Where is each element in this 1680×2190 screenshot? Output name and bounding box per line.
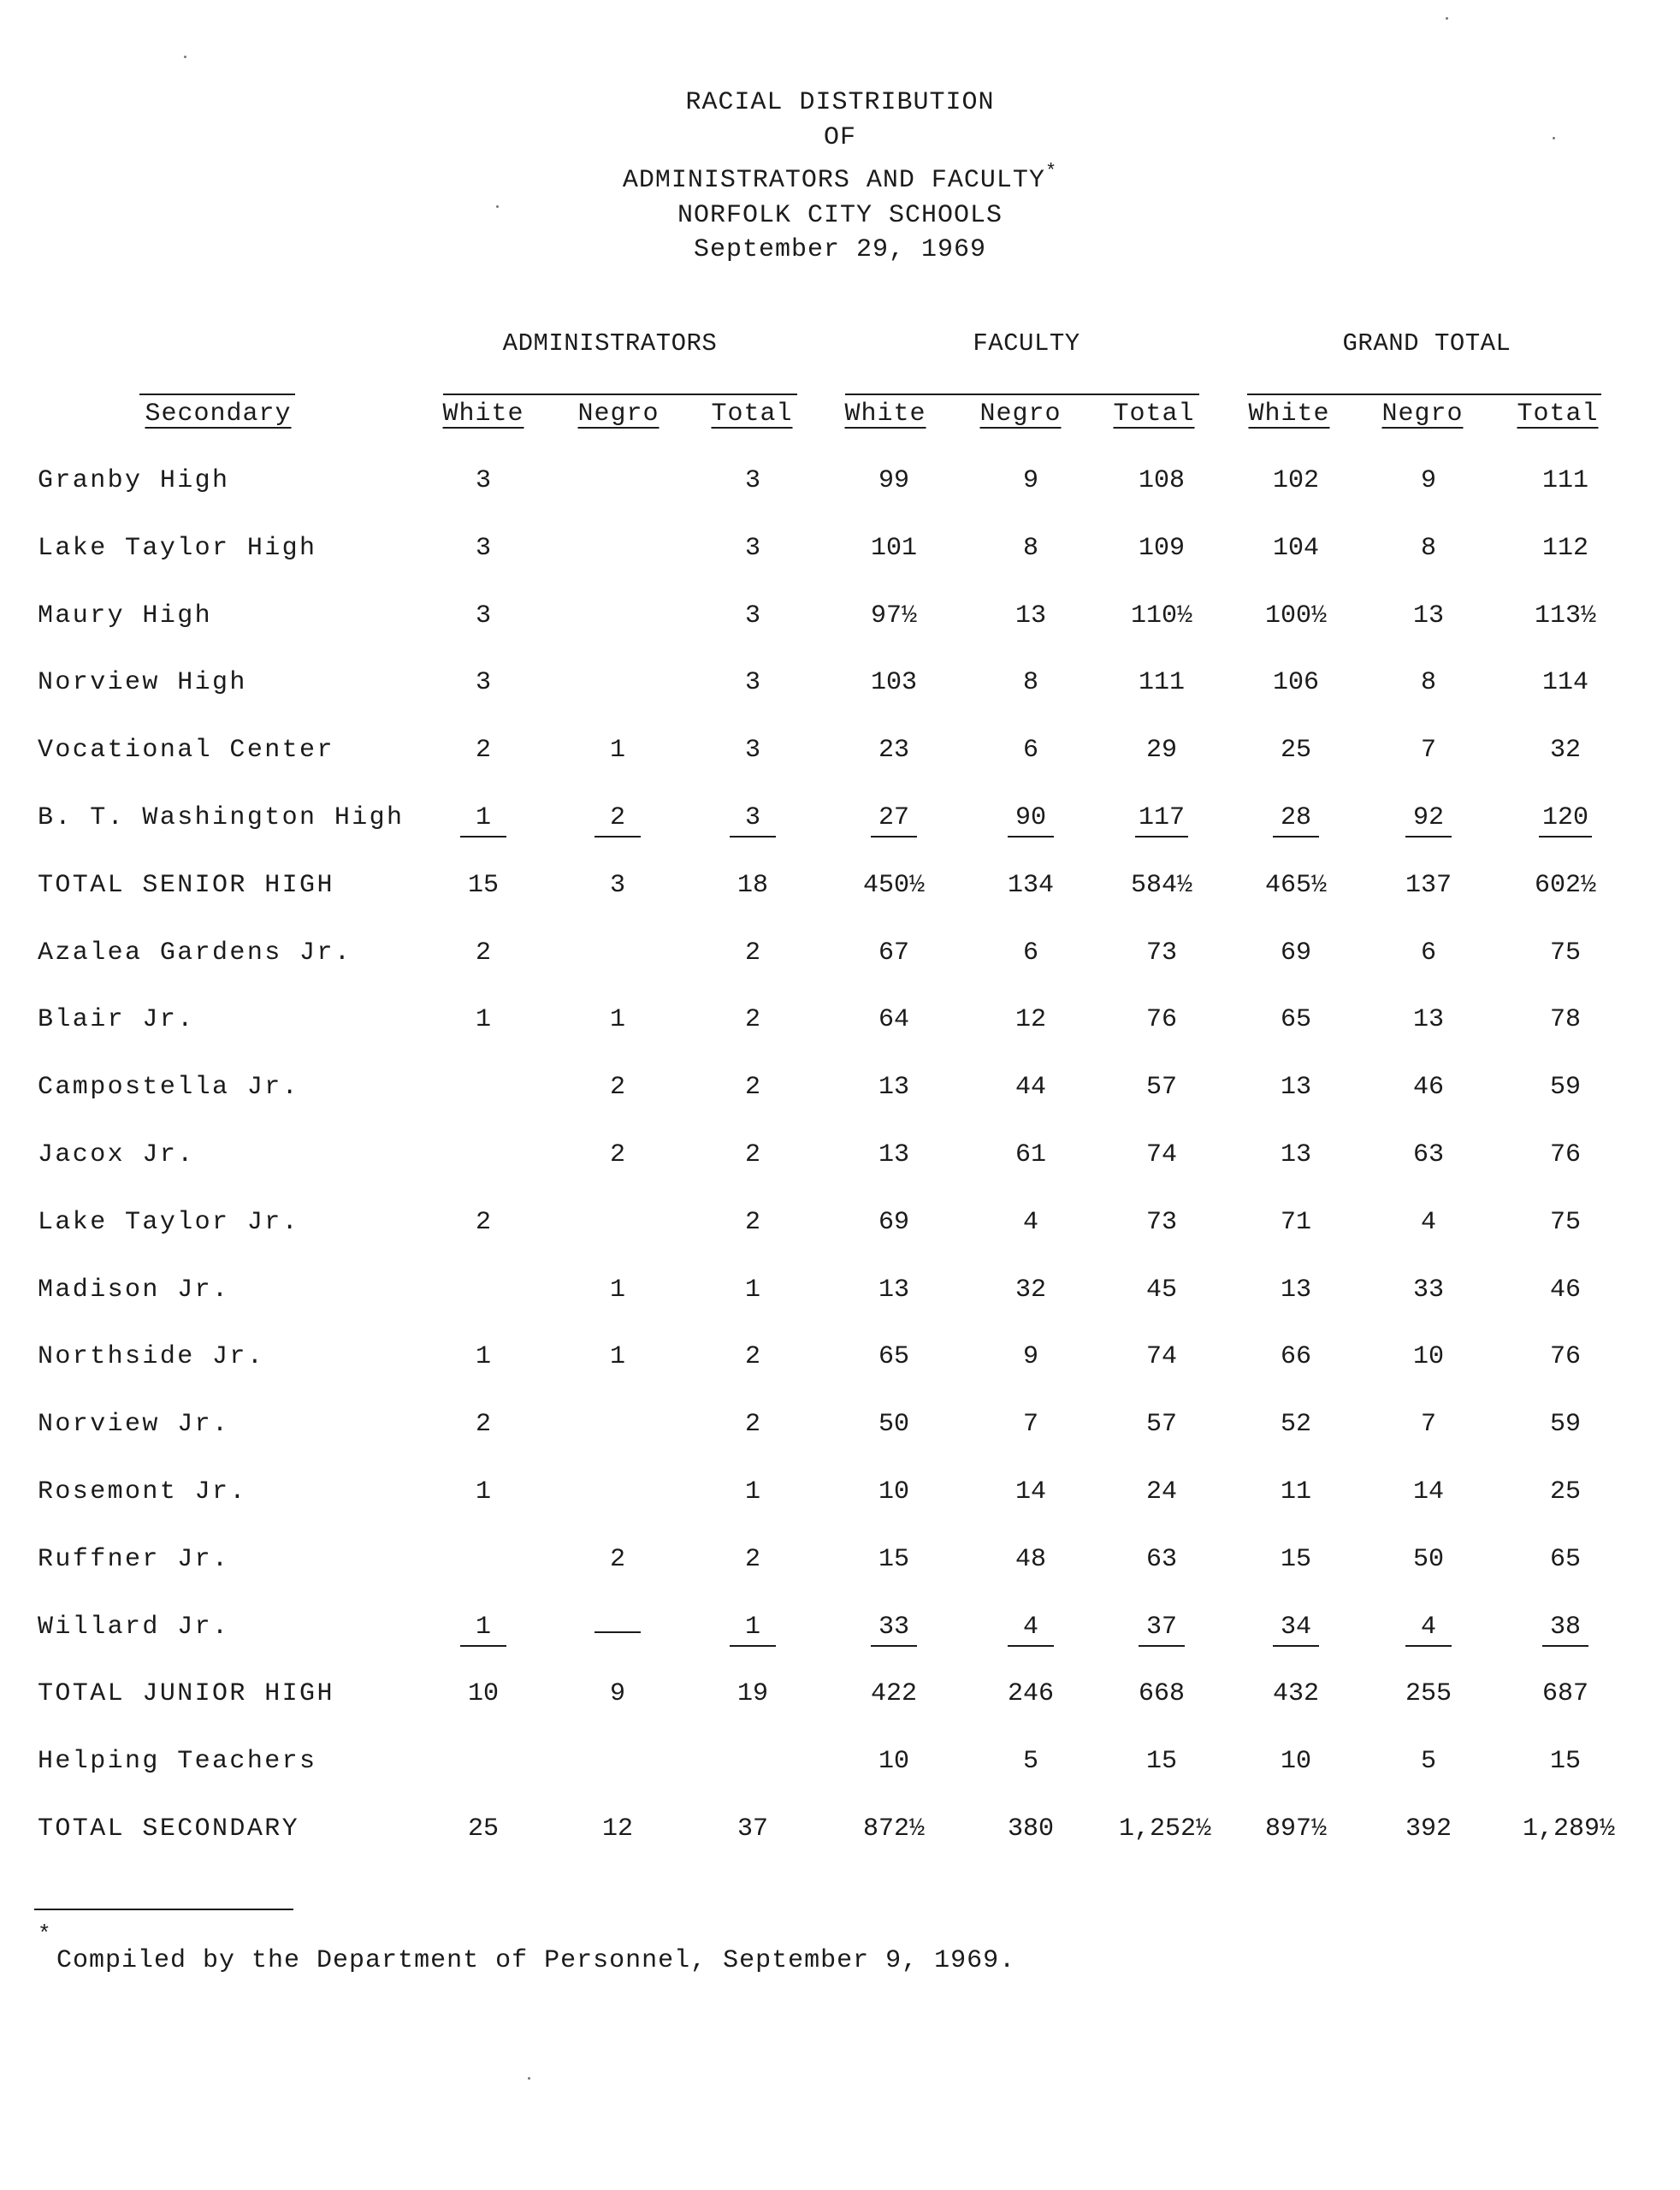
cell-faculty-negro: 12 bbox=[1015, 1005, 1046, 1035]
cell-admin-negro: 12 bbox=[601, 1814, 633, 1844]
row-label: Lake Taylor High bbox=[38, 533, 317, 563]
cell-admin-white: 3 bbox=[475, 601, 491, 630]
column-header-grand-total: Total bbox=[1517, 400, 1599, 429]
cell-faculty-white: 13 bbox=[878, 1073, 909, 1103]
cell-grand-total: 75 bbox=[1549, 938, 1581, 968]
cell-grand-negro: 14 bbox=[1412, 1477, 1444, 1506]
cell-faculty-white: 101 bbox=[870, 533, 917, 563]
cell-faculty-white: 103 bbox=[870, 668, 917, 698]
row-label: Northside Jr. bbox=[38, 1342, 265, 1372]
cell-faculty-total: 15 bbox=[1145, 1747, 1177, 1777]
cell-faculty-white bbox=[851, 803, 937, 838]
cell-faculty-negro: 4 bbox=[1022, 1207, 1038, 1237]
table-row bbox=[0, 736, 1680, 787]
cell-admin-total: 3 bbox=[744, 736, 760, 766]
cell-admin-white: 2 bbox=[475, 1207, 491, 1237]
cell-admin-total: 1 bbox=[744, 1275, 760, 1305]
cell-faculty-negro: 44 bbox=[1015, 1073, 1046, 1103]
cell-admin-total: 2 bbox=[744, 1073, 760, 1103]
cell-value: 120 bbox=[1539, 803, 1592, 838]
cell-grand-negro: 50 bbox=[1412, 1544, 1444, 1574]
cell-admin-total: 2 bbox=[744, 938, 760, 968]
cell-admin-total: 3 bbox=[744, 533, 760, 563]
table-row bbox=[0, 1005, 1680, 1057]
cell-grand-negro: 4 bbox=[1420, 1207, 1436, 1237]
cell-grand-white: 65 bbox=[1280, 1005, 1311, 1035]
row-label: Blair Jr. bbox=[38, 1005, 195, 1035]
cell-value: 1 bbox=[460, 1613, 506, 1647]
table-row bbox=[0, 1276, 1680, 1327]
cell-faculty-total: 73 bbox=[1145, 1207, 1177, 1237]
table-row bbox=[0, 871, 1680, 922]
table-row bbox=[0, 1814, 1680, 1866]
scan-speck bbox=[528, 2077, 530, 2080]
cell-faculty-total: 63 bbox=[1145, 1544, 1177, 1574]
cell-admin-total: 37 bbox=[736, 1814, 768, 1844]
cell-admin-total: 18 bbox=[736, 870, 768, 900]
title-line-5: September 29, 1969 bbox=[693, 235, 987, 264]
cell-value: 4 bbox=[1008, 1613, 1054, 1647]
cell-faculty-total: 668 bbox=[1138, 1679, 1185, 1709]
scan-speck bbox=[1446, 17, 1448, 20]
cell-value: 90 bbox=[1008, 803, 1054, 838]
table-row bbox=[0, 938, 1680, 990]
cell-admin-total: 3 bbox=[744, 601, 760, 630]
cell-admin-total: 2 bbox=[744, 1544, 760, 1574]
cell-grand-total: 59 bbox=[1549, 1410, 1581, 1440]
cell-grand-white: 100½ bbox=[1264, 601, 1327, 630]
row-label: Jacox Jr. bbox=[38, 1140, 195, 1169]
title-line-2: OF bbox=[823, 122, 856, 152]
cell-grand-negro: 8 bbox=[1420, 533, 1436, 563]
cell-faculty-negro: 61 bbox=[1015, 1140, 1046, 1169]
cell-faculty-white: 99 bbox=[878, 466, 909, 495]
cell-grand-total: 687 bbox=[1541, 1679, 1588, 1709]
cell-admin-white: 3 bbox=[475, 466, 491, 495]
row-label: TOTAL SECONDARY bbox=[38, 1814, 300, 1844]
cell-faculty-negro: 48 bbox=[1015, 1544, 1046, 1574]
cell-value: 37 bbox=[1139, 1613, 1185, 1647]
footnote bbox=[38, 1921, 1016, 1978]
cell-admin-white: 1 bbox=[475, 1477, 491, 1506]
cell-value: 117 bbox=[1135, 803, 1188, 838]
cell-faculty-white: 15 bbox=[878, 1544, 909, 1574]
cell-admin-total bbox=[710, 1613, 796, 1647]
table-row bbox=[0, 1545, 1680, 1596]
cell-admin-total: 19 bbox=[736, 1679, 768, 1709]
cell-grand-white: 52 bbox=[1280, 1410, 1311, 1440]
cell-grand-negro: 7 bbox=[1420, 736, 1436, 766]
group-header-grand-total: GRAND TOTAL bbox=[1342, 329, 1511, 358]
group-rule-grand-total bbox=[1247, 394, 1601, 395]
cell-grand-white: 102 bbox=[1272, 466, 1319, 495]
cell-value: 27 bbox=[871, 803, 917, 838]
cell-grand-negro: 13 bbox=[1412, 601, 1444, 630]
cell-faculty-white: 97½ bbox=[870, 601, 917, 630]
cell-admin-negro: 9 bbox=[609, 1679, 625, 1709]
cell-faculty-total: 57 bbox=[1145, 1410, 1177, 1440]
cell-value: 1 bbox=[730, 1613, 776, 1647]
cell-admin-white: 25 bbox=[467, 1814, 499, 1844]
cell-grand-total: 46 bbox=[1549, 1275, 1581, 1305]
cell-grand-white: 13 bbox=[1280, 1275, 1311, 1305]
cell-grand-negro: 33 bbox=[1412, 1275, 1444, 1305]
cell-grand-total: 78 bbox=[1549, 1005, 1581, 1035]
cell-admin-total bbox=[710, 803, 796, 838]
table-row bbox=[0, 534, 1680, 585]
cell-grand-total bbox=[1523, 803, 1608, 838]
column-header-admin-white: White bbox=[442, 400, 524, 429]
cell-faculty-total: 584½ bbox=[1130, 870, 1192, 900]
cell-admin-total: 2 bbox=[744, 1410, 760, 1440]
cell-grand-white: 465½ bbox=[1264, 870, 1327, 900]
cell-faculty-total: 108 bbox=[1138, 466, 1185, 495]
cell-grand-white: 106 bbox=[1272, 668, 1319, 698]
column-header-grand-white: White bbox=[1248, 400, 1330, 429]
cell-grand-total: 602½ bbox=[1534, 870, 1596, 900]
cell-grand-white: 13 bbox=[1280, 1140, 1311, 1169]
cell-faculty-total: 57 bbox=[1145, 1073, 1177, 1103]
cell-grand-negro: 137 bbox=[1405, 870, 1452, 900]
cell-faculty-total: 1,252½ bbox=[1119, 1814, 1212, 1844]
cell-admin-negro bbox=[575, 1613, 660, 1642]
cell-faculty-negro: 32 bbox=[1015, 1275, 1046, 1305]
cell-admin-total: 2 bbox=[744, 1140, 760, 1169]
row-label: Lake Taylor Jr. bbox=[38, 1207, 300, 1237]
column-header-faculty-total: Total bbox=[1113, 400, 1195, 429]
cell-grand-negro: 13 bbox=[1412, 1005, 1444, 1035]
cell-faculty-negro: 380 bbox=[1007, 1814, 1054, 1844]
cell-admin-total: 3 bbox=[744, 668, 760, 698]
row-label: Maury High bbox=[38, 601, 213, 630]
cell-grand-total: 76 bbox=[1549, 1140, 1581, 1169]
cell-grand-white: 69 bbox=[1280, 938, 1311, 968]
cell-admin-negro: 2 bbox=[609, 1544, 625, 1574]
table-row bbox=[0, 668, 1680, 719]
cell-faculty-negro bbox=[988, 1613, 1074, 1647]
cell-grand-negro: 10 bbox=[1412, 1342, 1444, 1372]
table-row bbox=[0, 1073, 1680, 1124]
cell-grand-white: 25 bbox=[1280, 736, 1311, 766]
scan-speck bbox=[184, 56, 186, 58]
row-label: Madison Jr. bbox=[38, 1275, 230, 1305]
footnote-text: Compiled by the Department of Personnel, September 9, 1969. bbox=[56, 1946, 1016, 1975]
row-label: Norview Jr. bbox=[38, 1410, 230, 1440]
cell-admin-negro: 2 bbox=[609, 1140, 625, 1169]
cell-faculty-white: 450½ bbox=[862, 870, 925, 900]
cell-admin-white: 2 bbox=[475, 1410, 491, 1440]
cell-faculty-white: 13 bbox=[878, 1275, 909, 1305]
scan-speck bbox=[1553, 137, 1555, 139]
cell-admin-negro: 1 bbox=[609, 1005, 625, 1035]
title-line-1: RACIAL DISTRIBUTION bbox=[685, 88, 995, 117]
cell-grand-total: 113½ bbox=[1534, 601, 1596, 630]
group-rule-administrators bbox=[443, 394, 797, 395]
cell-faculty-negro: 6 bbox=[1022, 736, 1038, 766]
document-title bbox=[0, 86, 1680, 268]
cell-admin-white bbox=[441, 1613, 526, 1647]
cell-grand-negro: 6 bbox=[1420, 938, 1436, 968]
cell-value: 4 bbox=[1405, 1613, 1452, 1647]
cell-faculty-total bbox=[1119, 1613, 1204, 1647]
row-label: Rosemont Jr. bbox=[38, 1477, 247, 1506]
cell-admin-white bbox=[441, 803, 526, 838]
cell-admin-total: 2 bbox=[744, 1342, 760, 1372]
cell-grand-total bbox=[1523, 1613, 1608, 1647]
cell-faculty-total bbox=[1119, 803, 1204, 838]
row-label: Vocational Center bbox=[38, 736, 334, 766]
row-label: Helping Teachers bbox=[38, 1747, 317, 1777]
cell-faculty-negro: 134 bbox=[1007, 870, 1054, 900]
row-label: Norview High bbox=[38, 668, 247, 698]
footnote-rule bbox=[34, 1909, 293, 1910]
cell-faculty-total: 73 bbox=[1145, 938, 1177, 968]
title-asterisk: * bbox=[1044, 161, 1058, 182]
cell-grand-total: 112 bbox=[1541, 533, 1588, 563]
cell-grand-negro bbox=[1386, 803, 1471, 838]
group-header-faculty: FACULTY bbox=[973, 329, 1080, 358]
cell-faculty-negro: 7 bbox=[1022, 1410, 1038, 1440]
column-header-faculty-white: White bbox=[844, 400, 926, 429]
cell-faculty-white: 69 bbox=[878, 1207, 909, 1237]
cell-faculty-white bbox=[851, 1613, 937, 1647]
cell-faculty-negro: 6 bbox=[1022, 938, 1038, 968]
cell-admin-negro: 1 bbox=[609, 1275, 625, 1305]
cell-grand-total: 15 bbox=[1549, 1747, 1581, 1777]
cell-faculty-negro: 8 bbox=[1022, 668, 1038, 698]
column-header-grand-negro: Negro bbox=[1381, 400, 1464, 429]
cell-faculty-negro bbox=[988, 803, 1074, 838]
cell-faculty-negro: 8 bbox=[1022, 533, 1038, 563]
cell-grand-negro: 7 bbox=[1420, 1410, 1436, 1440]
cell-faculty-negro: 9 bbox=[1022, 466, 1038, 495]
column-header-section: Secondary bbox=[145, 400, 292, 429]
cell-grand-total: 114 bbox=[1541, 668, 1588, 698]
group-rule-section bbox=[139, 394, 295, 395]
row-label: TOTAL SENIOR HIGH bbox=[38, 870, 334, 900]
cell-admin-negro: 1 bbox=[609, 1342, 625, 1372]
cell-grand-total: 65 bbox=[1549, 1544, 1581, 1574]
cell-faculty-white: 23 bbox=[878, 736, 909, 766]
cell-grand-negro: 255 bbox=[1405, 1679, 1452, 1709]
cell-admin-negro: 3 bbox=[609, 870, 625, 900]
cell-faculty-negro: 246 bbox=[1007, 1679, 1054, 1709]
cell-grand-negro: 5 bbox=[1420, 1747, 1436, 1777]
cell-grand-negro: 8 bbox=[1420, 668, 1436, 698]
cell-admin-white: 10 bbox=[467, 1679, 499, 1709]
table-row bbox=[0, 1208, 1680, 1259]
cell-grand-total: 32 bbox=[1549, 736, 1581, 766]
cell-grand-white: 104 bbox=[1272, 533, 1319, 563]
cell-admin-white: 1 bbox=[475, 1005, 491, 1035]
cell-faculty-white: 65 bbox=[878, 1342, 909, 1372]
cell-admin-white: 3 bbox=[475, 668, 491, 698]
cell-faculty-total: 45 bbox=[1145, 1275, 1177, 1305]
cell-value: 2 bbox=[595, 803, 641, 838]
cell-value: 38 bbox=[1542, 1613, 1588, 1647]
cell-admin-white: 2 bbox=[475, 736, 491, 766]
cell-faculty-white: 10 bbox=[878, 1747, 909, 1777]
cell-value bbox=[595, 1628, 641, 1633]
cell-admin-white: 3 bbox=[475, 533, 491, 563]
cell-faculty-total: 24 bbox=[1145, 1477, 1177, 1506]
scan-speck bbox=[496, 205, 499, 208]
table-row bbox=[0, 1747, 1680, 1798]
cell-faculty-negro: 5 bbox=[1022, 1747, 1038, 1777]
group-header-administrators: ADMINISTRATORS bbox=[502, 329, 718, 358]
row-label: Granby High bbox=[38, 466, 230, 495]
cell-faculty-white: 67 bbox=[878, 938, 909, 968]
cell-admin-white: 1 bbox=[475, 1342, 491, 1372]
cell-grand-white bbox=[1253, 1613, 1339, 1647]
cell-faculty-total: 74 bbox=[1145, 1342, 1177, 1372]
row-label: Willard Jr. bbox=[38, 1612, 230, 1642]
cell-grand-negro: 9 bbox=[1420, 466, 1436, 495]
cell-admin-total: 1 bbox=[744, 1477, 760, 1506]
cell-grand-white bbox=[1253, 803, 1339, 838]
table-row bbox=[0, 1679, 1680, 1731]
cell-grand-total: 25 bbox=[1549, 1477, 1581, 1506]
cell-value: 3 bbox=[730, 803, 776, 838]
cell-faculty-white: 422 bbox=[870, 1679, 917, 1709]
cell-grand-negro: 392 bbox=[1405, 1814, 1452, 1844]
cell-admin-total: 2 bbox=[744, 1005, 760, 1035]
cell-faculty-total: 74 bbox=[1145, 1140, 1177, 1169]
table-row bbox=[0, 601, 1680, 653]
row-label: B. T. Washington High bbox=[38, 803, 405, 832]
table-row bbox=[0, 803, 1680, 855]
cell-grand-negro: 46 bbox=[1412, 1073, 1444, 1103]
group-rule-faculty bbox=[845, 394, 1199, 395]
cell-value: 28 bbox=[1273, 803, 1319, 838]
cell-grand-white: 11 bbox=[1280, 1477, 1311, 1506]
column-header-admin-total: Total bbox=[711, 400, 793, 429]
cell-value: 33 bbox=[871, 1613, 917, 1647]
cell-grand-white: 10 bbox=[1280, 1747, 1311, 1777]
table-row bbox=[0, 466, 1680, 518]
cell-faculty-white: 872½ bbox=[862, 1814, 925, 1844]
cell-grand-white: 897½ bbox=[1264, 1814, 1327, 1844]
table-row bbox=[0, 1140, 1680, 1192]
cell-grand-white: 15 bbox=[1280, 1544, 1311, 1574]
cell-grand-total: 1,289½ bbox=[1523, 1814, 1616, 1844]
cell-admin-negro: 1 bbox=[609, 736, 625, 766]
table-row bbox=[0, 1410, 1680, 1461]
cell-faculty-white: 50 bbox=[878, 1410, 909, 1440]
cell-value: 34 bbox=[1273, 1613, 1319, 1647]
table-row bbox=[0, 1477, 1680, 1529]
cell-value: 92 bbox=[1405, 803, 1452, 838]
cell-faculty-total: 76 bbox=[1145, 1005, 1177, 1035]
row-label: TOTAL JUNIOR HIGH bbox=[38, 1679, 334, 1709]
cell-grand-total: 111 bbox=[1541, 466, 1588, 495]
cell-faculty-total: 111 bbox=[1138, 668, 1185, 698]
table-row bbox=[0, 1342, 1680, 1394]
column-header-faculty-negro: Negro bbox=[979, 400, 1062, 429]
cell-grand-white: 13 bbox=[1280, 1073, 1311, 1103]
cell-grand-white: 71 bbox=[1280, 1207, 1311, 1237]
cell-grand-total: 76 bbox=[1549, 1342, 1581, 1372]
cell-admin-white: 2 bbox=[475, 938, 491, 968]
cell-grand-white: 432 bbox=[1272, 1679, 1319, 1709]
cell-faculty-white: 13 bbox=[878, 1140, 909, 1169]
title-line-3: ADMINISTRATORS AND FACULTY* bbox=[622, 161, 1058, 195]
row-label: Ruffner Jr. bbox=[38, 1544, 230, 1574]
row-label: Azalea Gardens Jr. bbox=[38, 938, 352, 968]
footnote-asterisk: * bbox=[38, 1921, 52, 1947]
cell-faculty-total: 110½ bbox=[1130, 601, 1192, 630]
cell-grand-total: 59 bbox=[1549, 1073, 1581, 1103]
cell-admin-total: 3 bbox=[744, 466, 760, 495]
cell-admin-total: 2 bbox=[744, 1207, 760, 1237]
cell-admin-white: 15 bbox=[467, 870, 499, 900]
cell-faculty-total: 109 bbox=[1138, 533, 1185, 563]
title-line-4: NORFOLK CITY SCHOOLS bbox=[677, 200, 1003, 230]
row-label: Campostella Jr. bbox=[38, 1073, 300, 1103]
cell-grand-white: 66 bbox=[1280, 1342, 1311, 1372]
cell-grand-total: 75 bbox=[1549, 1207, 1581, 1237]
cell-admin-negro bbox=[575, 803, 660, 838]
cell-faculty-negro: 13 bbox=[1015, 601, 1046, 630]
cell-admin-negro: 2 bbox=[609, 1073, 625, 1103]
cell-grand-negro: 63 bbox=[1412, 1140, 1444, 1169]
cell-faculty-negro: 14 bbox=[1015, 1477, 1046, 1506]
cell-faculty-negro: 9 bbox=[1022, 1342, 1038, 1372]
cell-value: 1 bbox=[460, 803, 506, 838]
cell-grand-negro bbox=[1386, 1613, 1471, 1647]
cell-faculty-white: 64 bbox=[878, 1005, 909, 1035]
table-row bbox=[0, 1613, 1680, 1664]
cell-faculty-white: 10 bbox=[878, 1477, 909, 1506]
column-header-admin-negro: Negro bbox=[577, 400, 660, 429]
cell-faculty-total: 29 bbox=[1145, 736, 1177, 766]
